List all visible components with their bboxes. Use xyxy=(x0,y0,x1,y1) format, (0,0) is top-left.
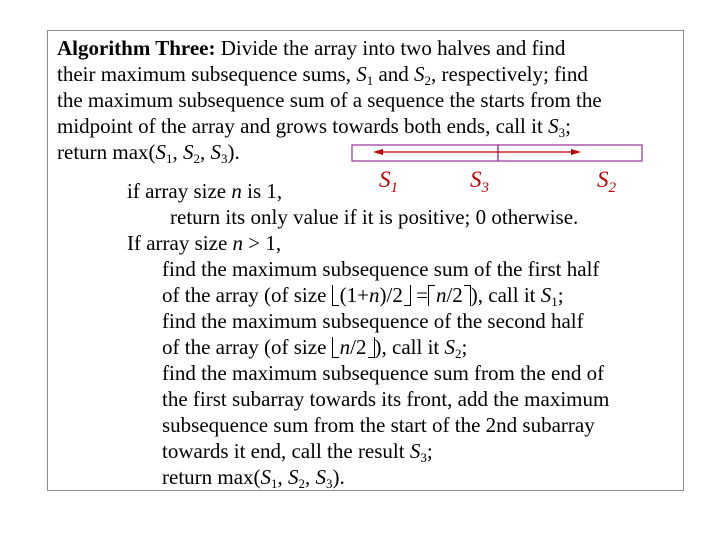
label-s3: $S_3$ xyxy=(470,167,489,196)
left-arrowhead-icon xyxy=(373,149,383,155)
body-line-2: return its only value if it is positive; 0 otherwise. xyxy=(170,205,579,229)
floor-right-bracket xyxy=(404,285,411,306)
floor-left-bracket xyxy=(332,337,339,358)
body-line-1: if array size n is 1, xyxy=(127,179,283,203)
label-s1: $S_1$ xyxy=(379,167,398,196)
algorithm-title: Algorithm Three: xyxy=(57,36,216,60)
floor-left-bracket xyxy=(332,285,339,306)
body-line-12: return $\max(S_1$, $S_2$, $S_3$). xyxy=(162,465,345,491)
body-line-4: find the maximum subsequence sum of the first half xyxy=(162,257,600,281)
ceiling-left-bracket xyxy=(428,285,435,306)
heading-line-1: Algorithm Three: Divide the array into two halves and find xyxy=(57,36,566,60)
heading-line-5: return $\max(S_1$, $S_2$, $S_3$). xyxy=(57,140,240,166)
first-half-box xyxy=(352,145,498,161)
second-half-box xyxy=(498,145,642,161)
body-line-7: of the array (of size n/2 ), call it $S_2$; xyxy=(162,335,468,361)
body-line-10: subsequence sum from the start of the 2nd subarray xyxy=(162,413,595,437)
label-s2: $S_2$ xyxy=(597,167,616,196)
body-line-9: the first subarray towards its front, add the maximum xyxy=(162,387,610,411)
body-line-6: find the maximum subsequence of the second half xyxy=(162,309,584,333)
heading-line-3: the maximum subsequence sum of a sequence the starts from the xyxy=(57,88,602,112)
ceiling-right-bracket xyxy=(464,285,471,306)
body-line-5: of the array (of size (1+n)/2 = n/2 ), call it $S_1$; xyxy=(162,283,564,309)
array-halves-diagram xyxy=(351,144,646,164)
body-line-3: If array size n > 1, xyxy=(127,231,282,255)
heading-line-2: their maximum subsequence sums, $S_1$ and $S_2$, respectively; find xyxy=(57,62,588,88)
right-arrowhead-icon xyxy=(571,149,581,155)
heading-line-4: midpoint of the array and grows towards both ends, call it $S_3$; xyxy=(57,114,571,140)
body-line-8: find the maximum subsequence sum from the end of xyxy=(162,361,605,385)
floor-right-bracket xyxy=(368,337,375,358)
body-line-11: towards it end, call the result $S_3$; xyxy=(162,439,433,465)
